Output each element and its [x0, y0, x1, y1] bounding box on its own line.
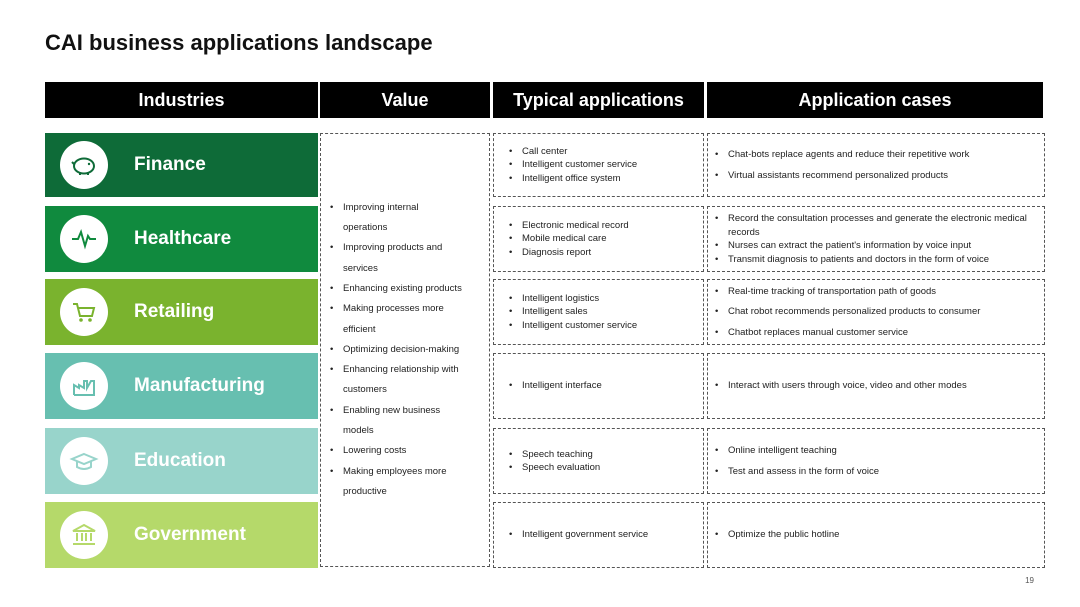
case-item: • Interact with users through voice, video and other modes — [728, 379, 967, 393]
value-list-box — [320, 133, 490, 567]
value-item-continued: efficient — [343, 323, 376, 335]
cases-education — [707, 428, 1045, 494]
value-item: • Enhancing existing products — [343, 279, 462, 299]
typical-item: • Intelligent government service — [522, 528, 648, 542]
industry-name: Education — [134, 450, 226, 471]
industry-finance — [45, 133, 318, 197]
typical-healthcare — [493, 206, 704, 272]
shopping-cart-icon — [60, 288, 108, 336]
industry-retailing — [45, 279, 318, 345]
header-typical-applications: Typical applications — [493, 82, 704, 118]
industry-government — [45, 502, 318, 568]
value-item-continued: customers — [343, 384, 387, 396]
cases-manufacturing — [707, 353, 1045, 419]
slide-title: CAI business applications landscape — [45, 30, 433, 55]
typical-education — [493, 428, 704, 494]
industry-name: Manufacturing — [134, 375, 265, 396]
value-item-continued: models — [343, 425, 374, 437]
value-item: • Improving products and — [343, 238, 462, 258]
typical-item: • Intelligent customer service — [522, 158, 637, 172]
case-item: • Chat robot recommends personalized products to consumer — [728, 305, 980, 319]
value-item: • Making employees more — [343, 462, 462, 482]
industry-name: Government — [134, 524, 246, 545]
industry-manufacturing — [45, 353, 318, 419]
case-item: • Chat-bots replace agents and reduce their repetitive work — [728, 148, 969, 162]
value-item: • Optimizing decision-making — [343, 340, 462, 360]
case-item: • Chatbot replaces manual customer service — [728, 326, 980, 340]
typical-item: • Diagnosis report — [522, 246, 629, 260]
case-item: • Real-time tracking of transportation path of goods — [728, 285, 980, 299]
value-item: • Making processes more — [343, 299, 462, 319]
typical-item: • Intelligent logistics — [522, 292, 637, 306]
case-item: • Optimize the public hotline — [728, 528, 839, 542]
typical-item: • Intelligent customer service — [522, 319, 637, 333]
case-item: • Online intelligent teaching — [728, 444, 879, 458]
header-application-cases: Application cases — [707, 82, 1043, 118]
cases-retailing — [707, 279, 1045, 345]
graduation-cap-icon — [60, 437, 108, 485]
value-item: • Enabling new business — [343, 401, 462, 421]
header-industries: Industries — [45, 82, 318, 118]
typical-item: • Intelligent sales — [522, 305, 637, 319]
typical-retailing — [493, 279, 704, 345]
case-item: • Record the consultation processes and generate the electronic medical records — [728, 212, 1036, 239]
government-building-icon — [60, 511, 108, 559]
heartbeat-icon — [60, 215, 108, 263]
value-item: • Lowering costs — [343, 441, 462, 461]
case-item: • Test and assess in the form of voice — [728, 465, 879, 479]
cases-finance — [707, 133, 1045, 197]
value-item-continued: operations — [343, 222, 388, 234]
cases-healthcare — [707, 206, 1045, 272]
case-item: • Nurses can extract the patient's information by voice input — [728, 239, 1036, 253]
industry-name: Healthcare — [134, 228, 232, 249]
typical-item: • Intelligent interface — [522, 379, 602, 393]
typical-government — [493, 502, 704, 568]
typical-item: • Call center — [522, 145, 637, 159]
case-item: • Virtual assistants recommend personalized products — [728, 169, 969, 183]
industry-name: Finance — [134, 154, 206, 175]
value-item: • Enhancing relationship with — [343, 360, 462, 380]
factory-icon — [60, 362, 108, 410]
industry-education — [45, 428, 318, 494]
value-list — [321, 198, 462, 502]
typical-item: • Mobile medical care — [522, 232, 629, 246]
page-number: 19 — [1025, 576, 1034, 585]
industry-name: Retailing — [134, 301, 215, 322]
header-value: Value — [320, 82, 490, 118]
typical-item: • Electronic medical record — [522, 219, 629, 233]
value-item: • Improving internal — [343, 198, 462, 218]
typical-finance — [493, 133, 704, 197]
typical-manufacturing — [493, 353, 704, 419]
case-item: • Transmit diagnosis to patients and doctors in the form of voice — [728, 253, 1036, 267]
typical-item: • Intelligent office system — [522, 172, 637, 186]
cases-government — [707, 502, 1045, 568]
typical-item: • Speech evaluation — [522, 461, 600, 475]
piggy-bank-icon — [60, 141, 108, 189]
value-item-continued: services — [343, 262, 378, 274]
value-item-continued: productive — [343, 485, 387, 497]
typical-item: • Speech teaching — [522, 448, 600, 462]
industry-healthcare — [45, 206, 318, 272]
